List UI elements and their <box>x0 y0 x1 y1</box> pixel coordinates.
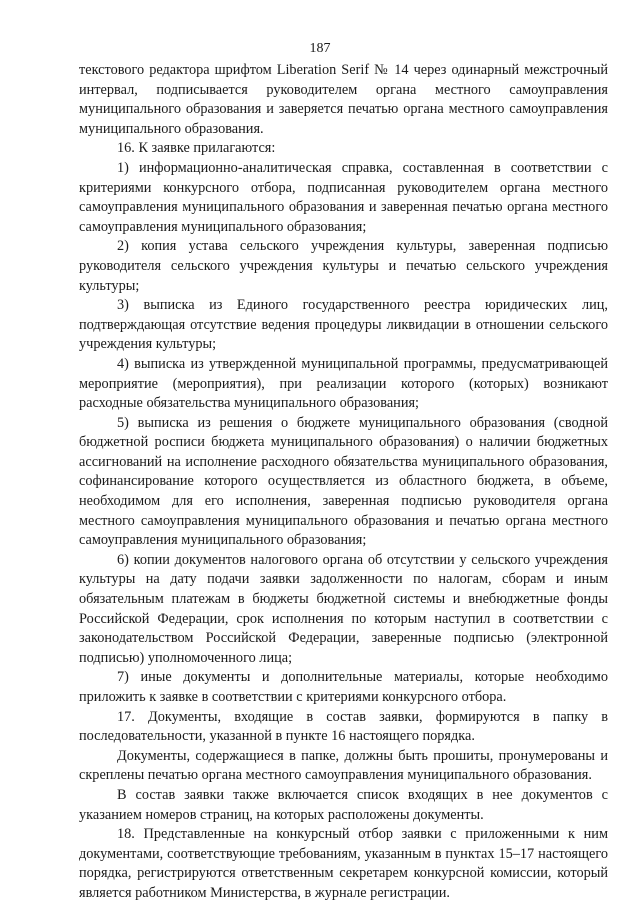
paragraph-subitem-3: 3) выписка из Единого государственного реестра юридических лиц, подтверждающая отсутствие ведения процедуры ликвидации в отношении сельского учреждения культуры; <box>79 297 608 353</box>
paragraph-item-16: 16. К заявке прилагаются: <box>117 140 276 157</box>
paragraph-item-17-list: В состав заявки также включается список входящих в нее документов с указанием номеров страниц, на которых расположены документы. <box>79 786 608 823</box>
page-number: 187 <box>309 41 331 56</box>
paragraph-item-17: 17. Документы, входящие в состав заявки, формируются в папку в последовательности, указанной в пункте 16 настоящего порядка. <box>79 708 608 745</box>
paragraph-subitem-5: 5) выписка из решения о бюджете муниципального образования (сводной бюджетной росписи бюджета муниципального образования) о наличии бюджетных ассигнований на исполнение расходного обязательства муниципального образования, софинансирование которого осуществляется из областного бюджета, в объеме, необходимом для его исполнения, заверенная подписью руководителя органа местного самоуправления муниципального образования и печатью органа местного самоуправления муниципального образования; <box>79 414 608 549</box>
paragraph-subitem-1: 1) информационно-аналитическая справка, составленная в соответствии с критериями конкурсного отбора, подписанная руководителем органа местного самоуправления муниципального образования и заверенная печатью органа местного самоуправления муниципального образования; <box>79 159 608 235</box>
paragraph-continuation: текстового редактора шрифтом Liberation Serif № 14 через одинарный межстрочный интервал, подписывается руководителем органа местного самоуправления муниципального образования и заверяется печатью органа местного самоуправления муниципального образования. <box>79 62 608 137</box>
paragraph-subitem-6: 6) копии документов налогового органа об отсутствии у сельского учреждения культуры на дату подачи заявки задолженности по налогам, сборам и иным обязательным платежам в бюджеты бюджетной системы и внебюджетные фонды Российской Федерации, срок исполнения по которым наступил в соответствии с законодательством Российской Федерации, заверенные подписью (электронной подписью) уполномоченного лица; <box>79 551 608 666</box>
paragraph-subitem-2: 2) копия устава сельского учреждения культуры, заверенная подписью руководителя сельского учреждения культуры и печатью сельского учреждения культуры; <box>79 238 608 294</box>
paragraph-subitem-4: 4) выписка из утвержденной муниципальной программы, предусматривающей мероприятие (мероприятия), при реализации которого (которых) возникают расходные обязательства муниципального образования; <box>79 355 608 412</box>
paragraph-item-17-binding: Документы, содержащиеся в папке, должны быть прошиты, пронумерованы и скреплены печатью органа местного самоуправления муниципального образования. <box>79 747 608 784</box>
document-body <box>79 61 608 904</box>
paragraph-subitem-7: 7) иные документы и дополнительные материалы, которые необходимо приложить к заявке в соответствии с критериями конкурсного отбора. <box>79 669 608 705</box>
paragraph-item-18: 18. Представленные на конкурсный отбор заявки с приложенными к ним документами, соответствующие требованиям, указанным в пунктах 15–17 настоящего порядка, регистрируются ответственным секретарем конкурсной комиссии, который является работником Министерства, в журнале регистрации. <box>79 826 608 901</box>
